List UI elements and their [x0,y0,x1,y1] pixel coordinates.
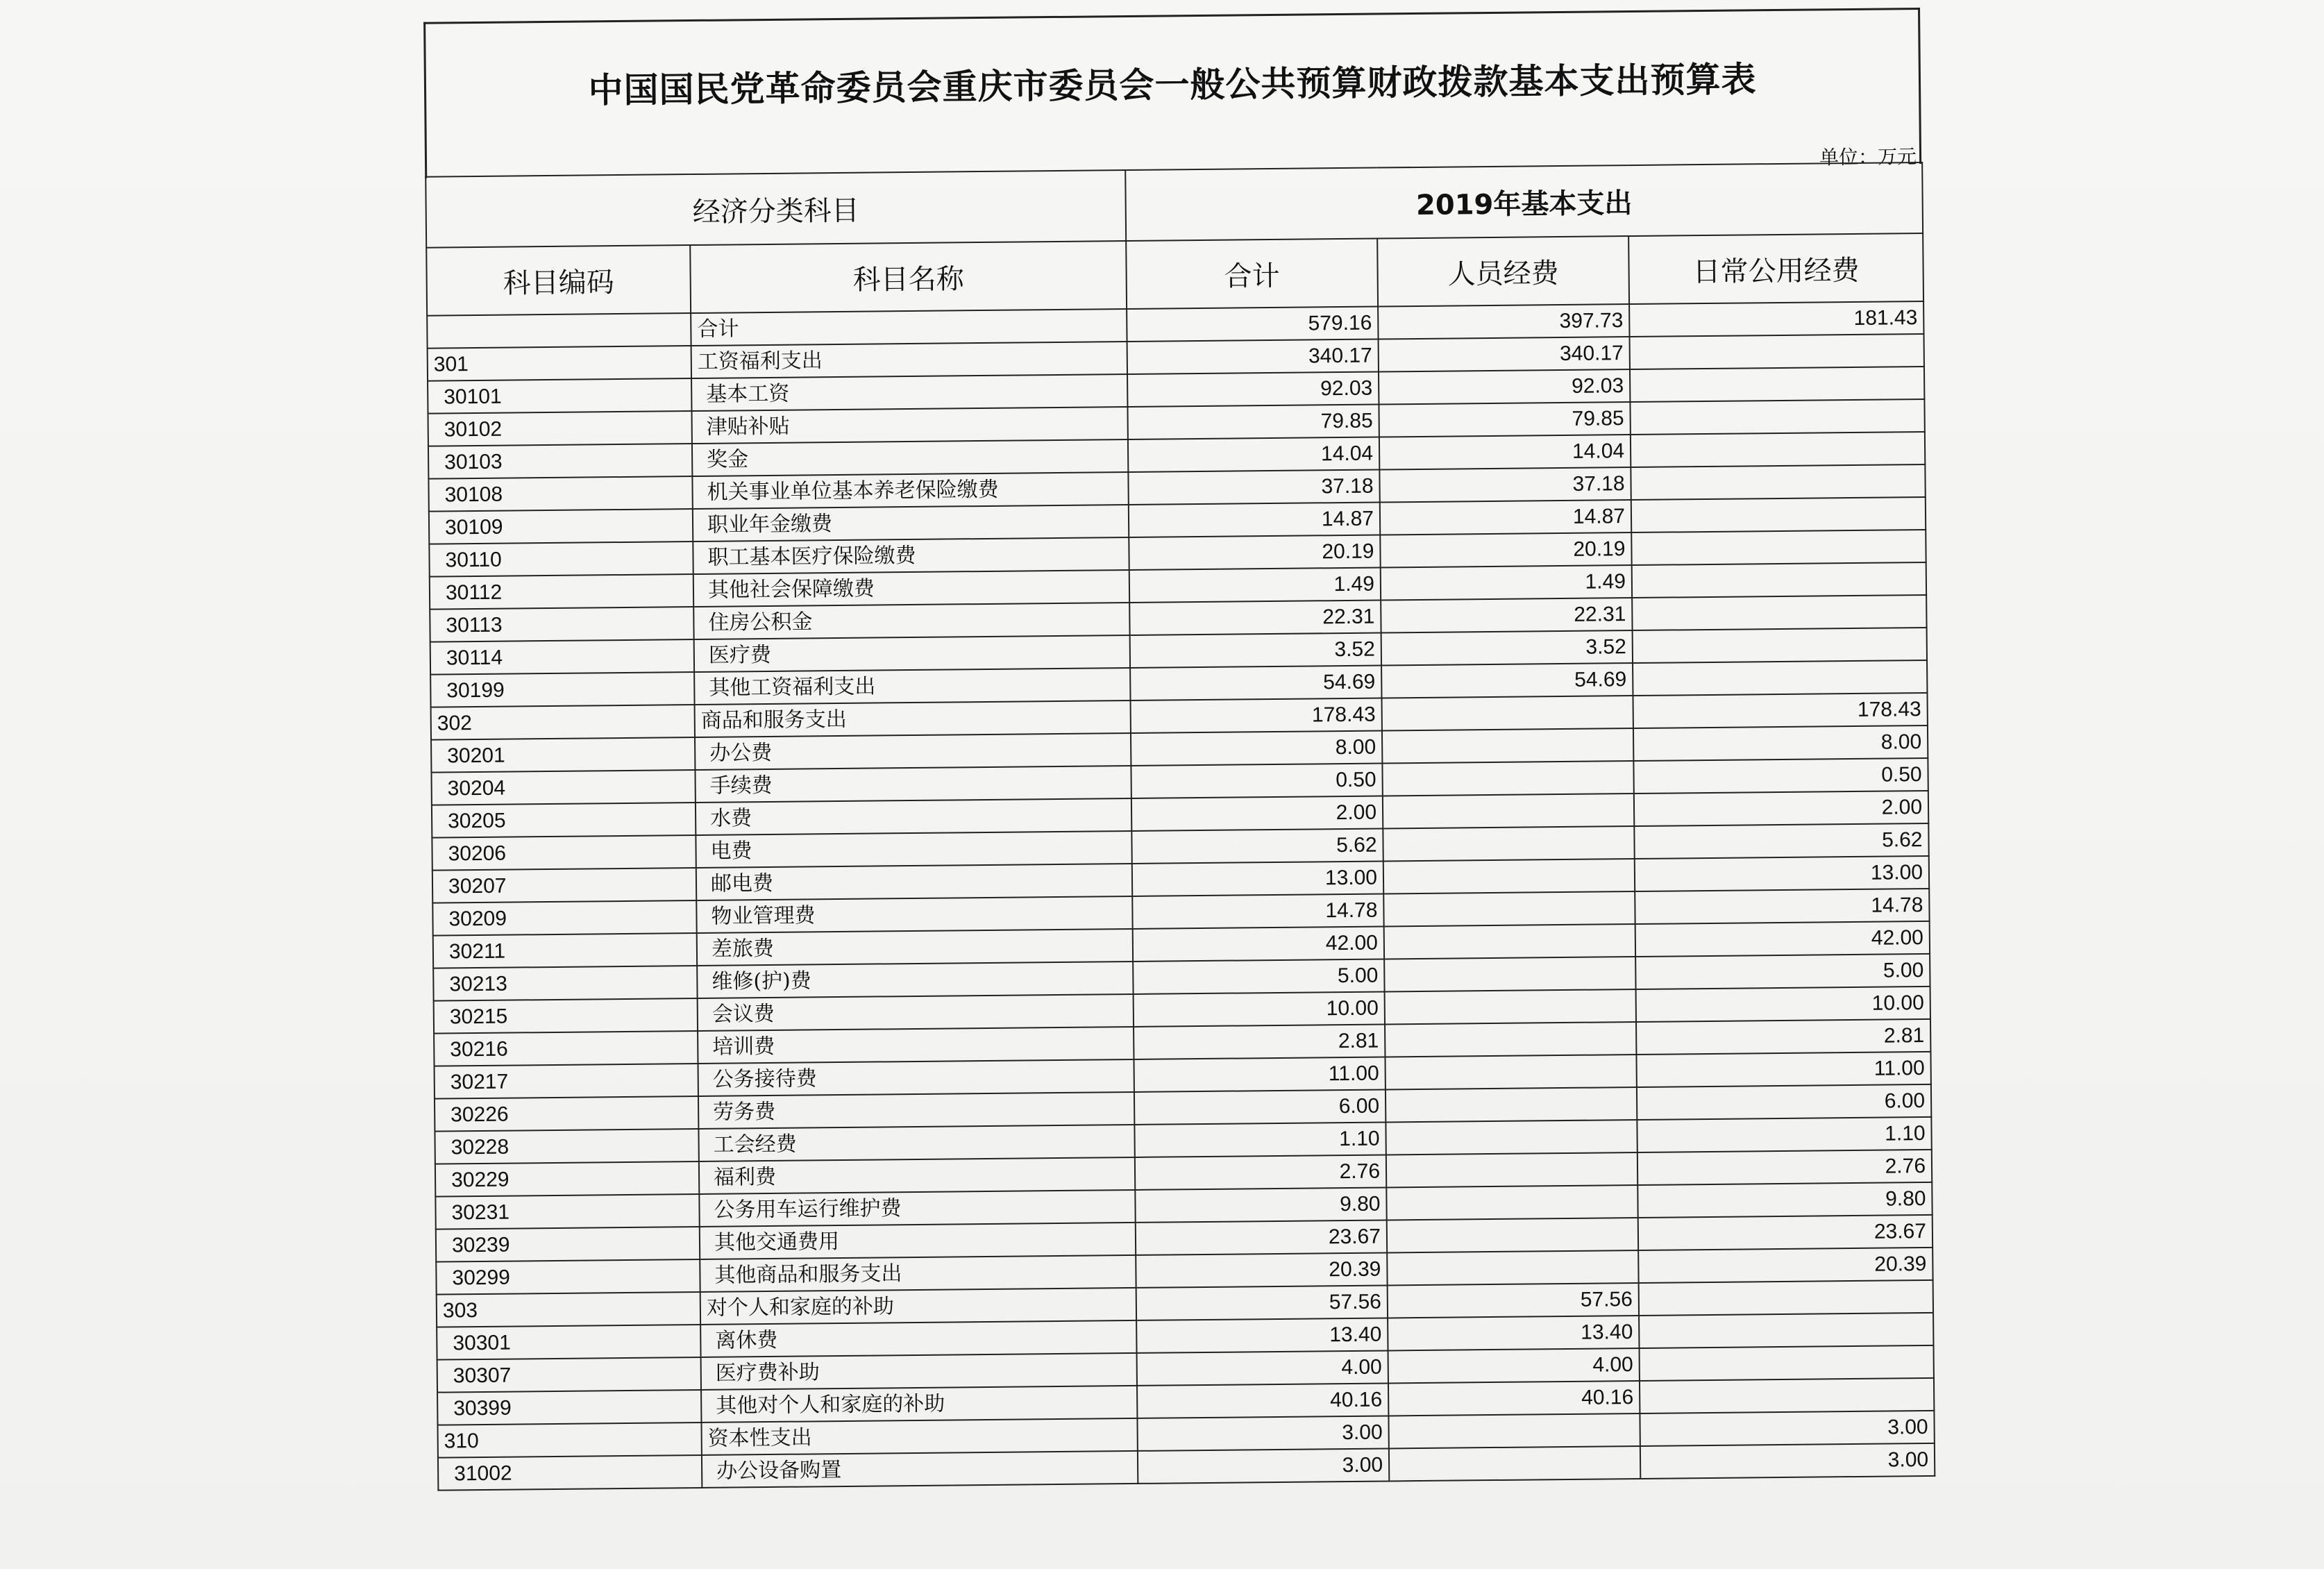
row-code: 30205 [432,803,696,838]
row-public: 20.39 [1638,1248,1933,1283]
row-name: 职工基本医疗保险缴费 [693,537,1129,574]
row-code: 30231 [435,1194,699,1230]
row-total: 92.03 [1127,372,1379,407]
row-code: 30239 [436,1227,700,1262]
row-total: 79.85 [1127,405,1379,439]
row-personnel: 14.04 [1379,435,1631,469]
row-public [1632,562,1926,598]
row-code: 30209 [432,900,696,936]
row-name: 工会经费 [698,1125,1134,1161]
row-public [1640,1378,1934,1413]
row-total: 2.81 [1134,1024,1385,1059]
row-personnel [1385,1055,1636,1089]
row-code: 30201 [431,737,695,773]
row-code: 30110 [429,542,693,577]
row-code: 30114 [430,639,694,675]
row-code: 30299 [436,1259,700,1295]
row-name: 其他商品和服务支出 [700,1255,1136,1292]
row-total: 2.00 [1131,796,1383,830]
row-total: 5.62 [1131,828,1383,863]
row-code [427,313,691,349]
row-total: 57.56 [1136,1285,1388,1320]
row-name: 培训费 [698,1027,1134,1064]
row-code: 310 [437,1423,701,1458]
row-code: 30211 [433,933,697,968]
row-code: 30204 [431,770,695,805]
row-public [1640,1345,1934,1381]
row-personnel [1382,761,1633,796]
row-public: 0.50 [1633,758,1928,794]
row-public [1639,1280,1933,1316]
row-name: 住房公积金 [693,603,1129,639]
budget-sheet [403,1,1930,1508]
row-public [1631,530,1926,565]
row-public: 42.00 [1635,921,1930,957]
row-personnel [1383,794,1634,828]
row-name: 对个人和家庭的补助 [700,1288,1136,1325]
row-code: 30108 [428,476,692,512]
row-code: 30112 [430,574,693,610]
row-name: 办公设备购置 [702,1451,1138,1488]
row-code: 30226 [435,1096,698,1132]
title-box [423,8,1921,178]
row-name: 其他交通费用 [700,1223,1136,1259]
row-public: 1.10 [1637,1117,1931,1152]
row-total: 14.04 [1128,437,1379,472]
row-total: 20.19 [1129,535,1380,570]
row-name: 手续费 [695,766,1131,803]
row-name: 公务接待费 [698,1059,1134,1096]
row-total: 9.80 [1135,1187,1386,1222]
row-public [1630,399,1924,435]
row-public: 3.00 [1640,1411,1934,1446]
row-personnel [1387,1218,1638,1252]
row-code: 30216 [434,1031,698,1066]
row-name: 公务用车运行维护费 [699,1190,1135,1227]
row-name: 其他社会保障缴费 [693,570,1129,607]
row-code: 30109 [429,509,693,544]
row-personnel [1386,1120,1637,1155]
row-public: 2.81 [1636,1019,1930,1055]
row-public [1633,660,1927,696]
row-total: 13.00 [1132,861,1383,896]
row-total: 178.43 [1131,698,1382,733]
row-name: 邮电费 [696,864,1132,900]
row-personnel [1385,1022,1636,1057]
header-code: 科目编码 [426,245,691,316]
row-total: 22.31 [1129,601,1381,635]
row-personnel [1383,859,1635,893]
row-personnel: 57.56 [1388,1283,1639,1318]
row-personnel [1382,728,1633,763]
row-personnel [1384,924,1635,959]
row-public [1630,334,1924,369]
row-public [1639,1313,1933,1348]
row-personnel: 340.17 [1379,337,1630,371]
row-name: 其他工资福利支出 [694,668,1130,705]
row-public: 10.00 [1636,987,1930,1022]
row-personnel: 1.49 [1381,565,1632,600]
row-public: 9.80 [1637,1182,1932,1218]
row-personnel [1386,1152,1637,1187]
row-public [1632,595,1926,630]
row-total: 8.00 [1131,731,1382,766]
row-total: 13.40 [1136,1318,1388,1352]
table-body [427,301,1935,1491]
row-personnel [1388,1413,1640,1448]
row-public [1631,464,1925,500]
header-basic-expenditure: 2019年基本支出 [1125,162,1923,241]
header-public: 日常公用经费 [1628,233,1923,304]
row-personnel [1383,891,1635,926]
row-name: 商品和服务支出 [695,700,1131,737]
row-code: 30228 [435,1129,698,1164]
unit-label: 单位：万元 [1819,145,1917,169]
row-personnel: 37.18 [1379,467,1631,502]
row-code: 30199 [430,672,694,707]
row-personnel: 40.16 [1388,1381,1640,1416]
row-personnel: 22.31 [1381,598,1632,632]
row-public [1631,432,1925,467]
row-total: 11.00 [1134,1057,1385,1091]
row-personnel [1387,1250,1638,1285]
row-name: 电费 [696,831,1131,868]
row-code: 303 [437,1292,700,1327]
row-name: 奖金 [692,439,1128,476]
row-total: 3.00 [1138,1448,1389,1483]
row-public: 8.00 [1633,725,1928,761]
row-personnel: 397.73 [1378,304,1629,339]
row-personnel [1386,1185,1637,1220]
row-public: 3.00 [1640,1443,1935,1479]
row-personnel: 79.85 [1379,402,1630,437]
row-public: 2.76 [1637,1150,1932,1185]
row-code: 30206 [432,835,696,871]
row-total: 14.78 [1132,893,1383,928]
row-name: 福利费 [699,1157,1135,1194]
row-name: 医疗费补助 [701,1353,1137,1390]
row-name: 合计 [691,309,1127,346]
row-name: 其他对个人和家庭的补助 [701,1386,1137,1423]
row-name: 基本工资 [691,374,1127,411]
row-code: 30217 [435,1064,698,1099]
row-name: 津贴补贴 [691,407,1127,444]
row-personnel: 92.03 [1379,369,1630,404]
row-personnel [1384,957,1635,991]
row-total: 0.50 [1131,764,1382,798]
row-code: 30213 [433,966,697,1001]
row-total: 6.00 [1134,1089,1386,1124]
header-total: 合计 [1126,239,1378,309]
row-name: 差旅费 [697,929,1133,966]
row-personnel: 13.40 [1388,1316,1639,1350]
row-name: 离休费 [700,1320,1136,1357]
row-total: 1.49 [1129,568,1381,603]
row-code: 302 [431,705,695,740]
header-economic-category: 经济分类科目 [426,170,1126,248]
row-public: 23.67 [1638,1215,1933,1250]
row-code: 30103 [428,444,692,479]
row-name: 劳务费 [698,1092,1134,1129]
row-total: 20.39 [1136,1252,1387,1287]
row-code: 30301 [437,1325,700,1360]
row-total: 1.10 [1134,1122,1386,1157]
row-code: 30207 [432,868,696,903]
row-total: 23.67 [1136,1220,1387,1255]
row-total: 40.16 [1137,1383,1388,1418]
row-total: 3.52 [1130,633,1381,668]
row-total: 340.17 [1127,339,1379,374]
row-personnel: 4.00 [1388,1348,1640,1383]
row-public: 14.78 [1635,889,1929,924]
header-name: 科目名称 [690,241,1127,313]
row-name: 维修(护)费 [697,962,1133,998]
row-total: 42.00 [1133,926,1384,961]
row-personnel: 3.52 [1381,630,1633,665]
row-public: 11.00 [1636,1052,1930,1087]
row-public: 5.62 [1634,823,1928,859]
row-public [1633,628,1927,663]
row-code: 301 [428,346,691,381]
row-total: 14.87 [1129,503,1380,537]
row-total: 54.69 [1130,666,1381,700]
row-code: 31002 [438,1455,702,1491]
row-name: 工资福利支出 [691,342,1127,378]
row-name: 机关事业单位基本养老保险缴费 [692,472,1128,509]
document-title: 中国国民党革命委员会重庆市委员会一般公共预算财政拨款基本支出预算表 [588,58,1757,111]
row-personnel [1386,1087,1637,1122]
row-public: 6.00 [1637,1084,1931,1120]
row-total: 10.00 [1134,991,1385,1026]
row-personnel: 20.19 [1380,532,1631,567]
row-public: 2.00 [1634,791,1928,826]
row-code: 30399 [437,1390,701,1425]
row-name: 物业管理费 [696,896,1132,933]
row-public [1631,497,1926,532]
row-total: 5.00 [1133,959,1384,993]
row-personnel [1382,696,1633,730]
row-name: 办公费 [695,733,1131,770]
row-code: 30229 [435,1161,699,1197]
budget-table [425,162,1935,1491]
row-public: 181.43 [1629,301,1923,337]
header-personnel: 人员经费 [1377,236,1629,306]
row-name: 水费 [696,798,1131,835]
row-code: 30102 [428,411,692,446]
row-total: 37.18 [1128,470,1379,505]
row-total: 4.00 [1137,1350,1388,1385]
row-code: 30101 [428,378,691,414]
row-personnel: 54.69 [1381,663,1633,698]
row-name: 资本性支出 [701,1418,1137,1455]
row-name: 职业年金缴费 [693,505,1129,542]
row-name: 医疗费 [694,635,1130,672]
row-code: 30113 [430,607,693,642]
row-personnel [1383,826,1634,861]
row-public: 5.00 [1635,954,1930,989]
row-public: 13.00 [1635,856,1929,891]
row-personnel [1385,989,1636,1024]
row-public [1630,367,1924,402]
row-code: 30215 [434,998,698,1034]
row-personnel [1389,1446,1640,1481]
row-total: 3.00 [1137,1416,1388,1450]
row-code: 30307 [437,1357,701,1393]
row-total: 579.16 [1127,307,1378,342]
row-total: 2.76 [1135,1155,1386,1189]
row-personnel: 14.87 [1380,500,1631,535]
row-public: 178.43 [1633,693,1927,728]
row-name: 会议费 [698,994,1134,1031]
